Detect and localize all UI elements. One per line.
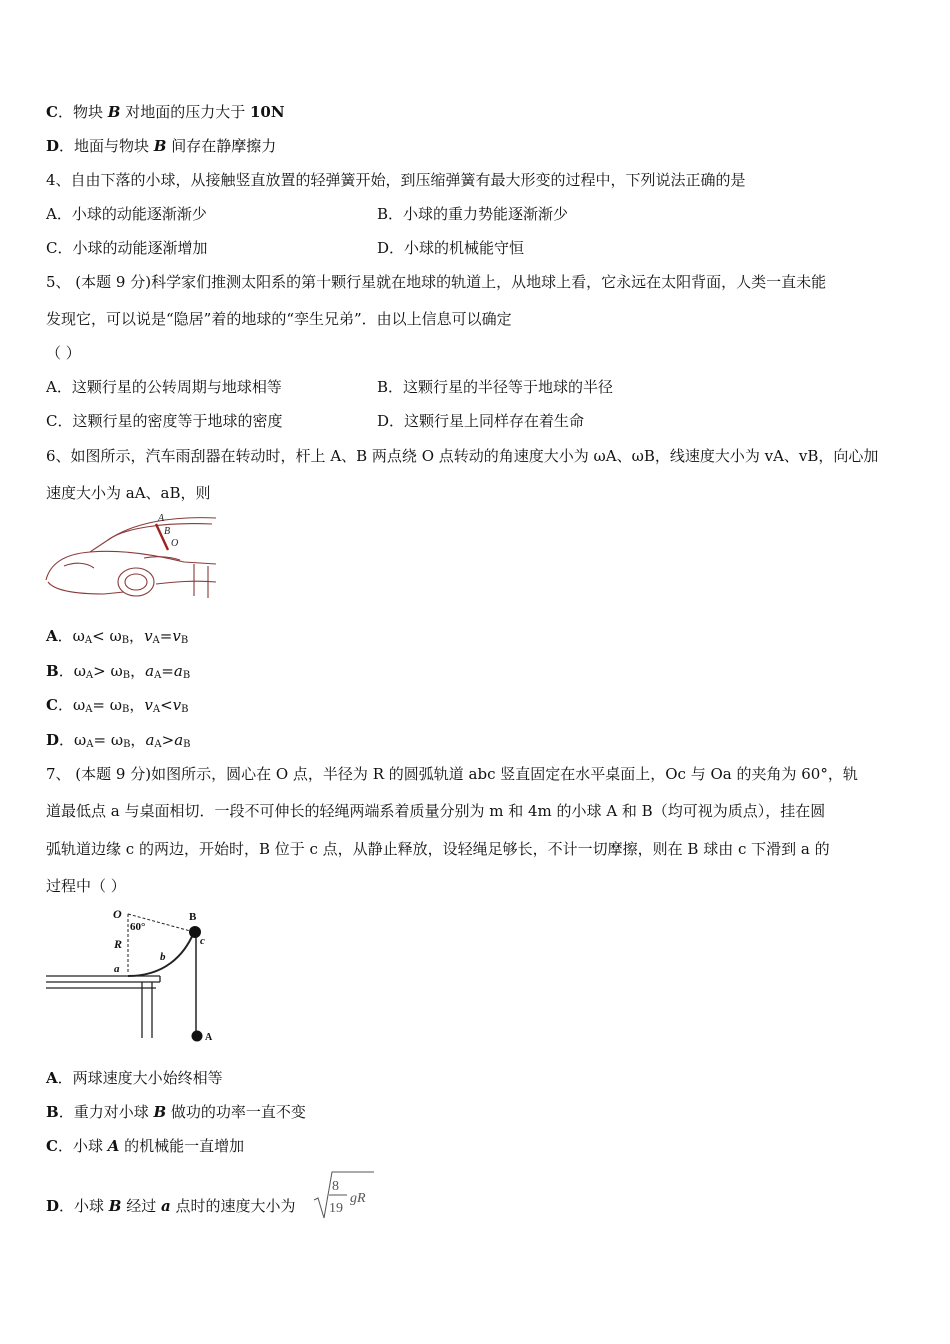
q5-option-d: D．这颗行星上同样存在着生命 [377, 412, 585, 430]
q4-option-c: C．小球的动能逐渐增加 [46, 239, 208, 257]
label-a: A [158, 513, 165, 524]
q6-stem-line2: 速度大小为 aA、aB，则 [46, 484, 211, 502]
q6-stem-line1: 6、如图所示，汽车雨刮器在转动时，杆上 A、B 两点绕 O 点转动的角速度大小为 ωA、ωB，线速度大小为 vA、vB，向心加 [46, 447, 879, 465]
arc-track-figure [44, 902, 228, 1048]
q7-option-c: C．小球 A 的机械能一直增加 [46, 1137, 245, 1155]
label-o: O [171, 538, 179, 549]
q6-option-b: B．$\omega_A> \omega_B$，$a_A=a_B$ [46, 662, 191, 681]
label-c: c [200, 935, 205, 947]
q5-answer-paren: （ ） [46, 344, 81, 362]
formula-denominator: 19 [329, 1201, 343, 1216]
q7-stem-line4: 过程中（ ） [46, 877, 126, 895]
q7-stem-line3: 弧轨道边缘 c 的两边，开始时，B 位于 c 点，从静止释放，设轻绳足够长，不计一切摩擦，则在 B 球由 c 下滑到 a 的 [46, 840, 830, 858]
q3-option-c: C．物块 B 对地面的压力大于 10N [46, 103, 285, 121]
q5-stem-line2: 发现它，可以说是“隐居”着的地球的“孪生兄弟”．由以上信息可以确定 [46, 310, 512, 328]
wiper-car-figure [44, 512, 218, 600]
q4-stem: 4、自由下落的小球，从接触竖直放置的轻弹簧开始，到压缩弹簧有最大形变的过程中，下列说法正确的是 [46, 171, 746, 189]
formula-tail: gR [350, 1191, 366, 1206]
q6-option-c: C．$\omega_A= \omega_B$，$v_A<v_B$ [46, 696, 189, 715]
label-a: a [114, 963, 120, 975]
label-b: b [160, 951, 166, 963]
q7-option-d: D．小球 B 经过 a 点时的速度大小为 [46, 1197, 296, 1215]
label-o: O [113, 907, 122, 921]
q4-option-b: B．小球的重力势能逐渐渐少 [377, 205, 569, 223]
q6-option-a: A．$\omega_A< \omega_B$，$v_A=v_B$ [46, 627, 189, 646]
label-b: B [164, 526, 171, 537]
q5-option-a: A．这颗行星的公转周期与地球相等 [46, 378, 282, 396]
speed-formula [312, 1170, 376, 1224]
formula-numerator: 8 [332, 1179, 339, 1194]
q4-option-a: A．小球的动能逐渐渐少 [46, 205, 207, 223]
ball-a [192, 1031, 203, 1042]
label-r: R [114, 937, 123, 951]
q5-option-b: B．这颗行星的半径等于地球的半径 [377, 378, 614, 396]
label-ball-a: A [205, 1032, 213, 1043]
q7-stem-line2: 道最低点 a 与桌面相切．一段不可伸长的轻绳两端系着质量分别为 m 和 4m 的小球 A 和 B（均可视为质点），挂在圆 [46, 802, 826, 820]
q6-option-d: D．$\omega_A= \omega_B$，$a_A>a_B$ [46, 731, 191, 750]
label-angle: 60° [130, 921, 146, 933]
q3-option-d: D．地面与物块 B 间存在静摩擦力 [46, 137, 277, 155]
label-ball-b: B [189, 911, 197, 923]
q7-option-b: B．重力对小球 B 做功的功率一直不变 [46, 1103, 306, 1121]
q5-option-c: C．这颗行星的密度等于地球的密度 [46, 412, 283, 430]
q4-option-d: D．小球的机械能守恒 [377, 239, 525, 257]
q7-stem-line1: 7、 (本题 9 分)如图所示，圆心在 O 点，半径为 R 的圆弧轨道 abc 竖直固定在水平桌面上，Oc 与 Oa 的夹角为 60°，轨 [46, 765, 858, 783]
q7-option-a: A．两球速度大小始终相等 [46, 1069, 223, 1087]
q5-stem-line1: 5、 (本题 9 分)科学家们推测太阳系的第十颗行星就在地球的轨道上，从地球上看，它永远在太阳背面，人类一直未能 [46, 273, 827, 291]
